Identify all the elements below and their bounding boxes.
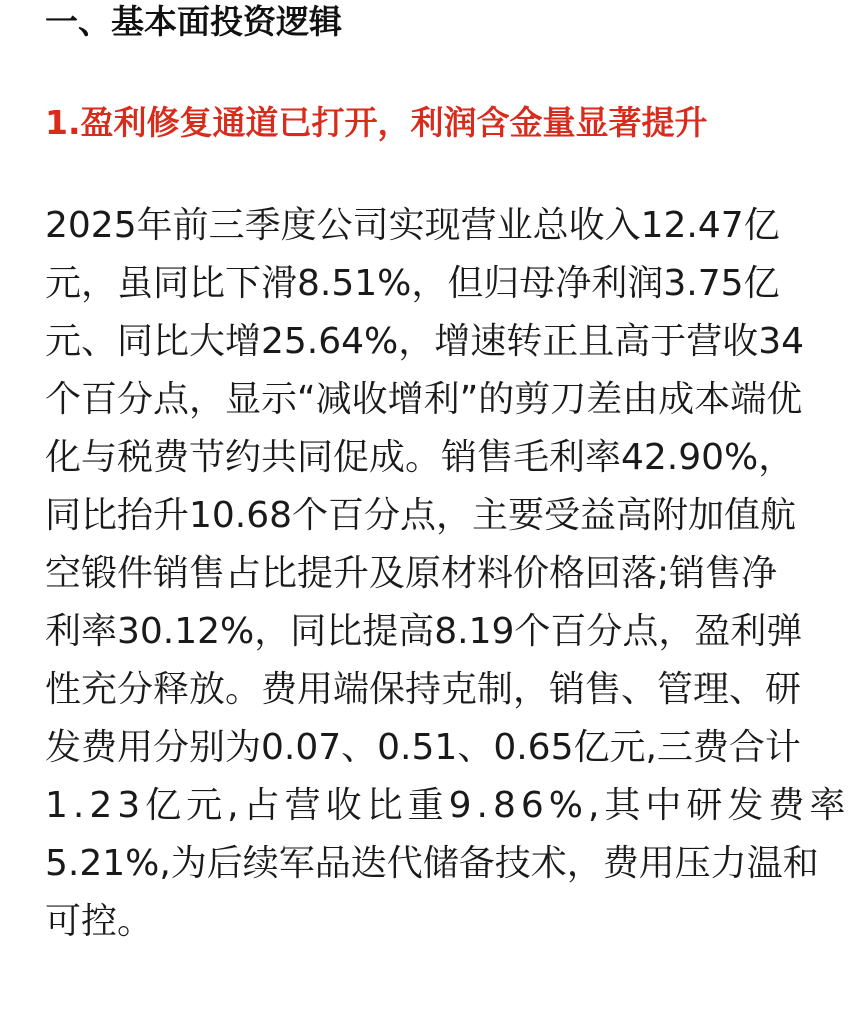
subsection-heading: 1.盈利修复通道已打开，利润含金量显著提升 <box>45 103 708 142</box>
paragraph-line: 同比抬升10.68个百分点，主要受益高附加值航 <box>45 495 797 536</box>
paragraph-line: 利率30.12%，同比提高8.19个百分点，盈利弹 <box>45 611 803 652</box>
paragraph-line: 发费用分别为0.07、0.51、0.65亿元,三费合计 <box>45 727 801 768</box>
paragraph-line: 2025年前三季度公司实现营业总收入12.47亿 <box>45 205 780 246</box>
paragraph-line: 5.21%,为后续军品迭代储备技术，费用压力温和 <box>45 843 819 884</box>
paragraph-line: 化与税费节约共同促成。销售毛利率42.90%， <box>45 437 795 478</box>
paragraph-line: 空锻件销售占比提升及原材料价格回落;销售净 <box>45 553 778 594</box>
paragraph-line: 个百分点，显示“减收增利”的剪刀差由成本端优 <box>45 379 803 420</box>
paragraph-line: 性充分释放。费用端保持克制，销售、管理、研 <box>45 669 802 710</box>
section-heading: 一、基本面投资逻辑 <box>45 2 342 41</box>
paragraph-line: 1.23亿元,占营收比重9.86%,其中研发费率 <box>45 785 851 826</box>
paragraph-line: 元，虽同比下滑8.51%，但归母净利润3.75亿 <box>45 263 780 304</box>
paragraph-line: 可控。 <box>45 901 154 942</box>
paragraph-line: 元、同比大增25.64%，增速转正且高于营收34 <box>45 321 805 362</box>
body-paragraph <box>45 197 851 951</box>
